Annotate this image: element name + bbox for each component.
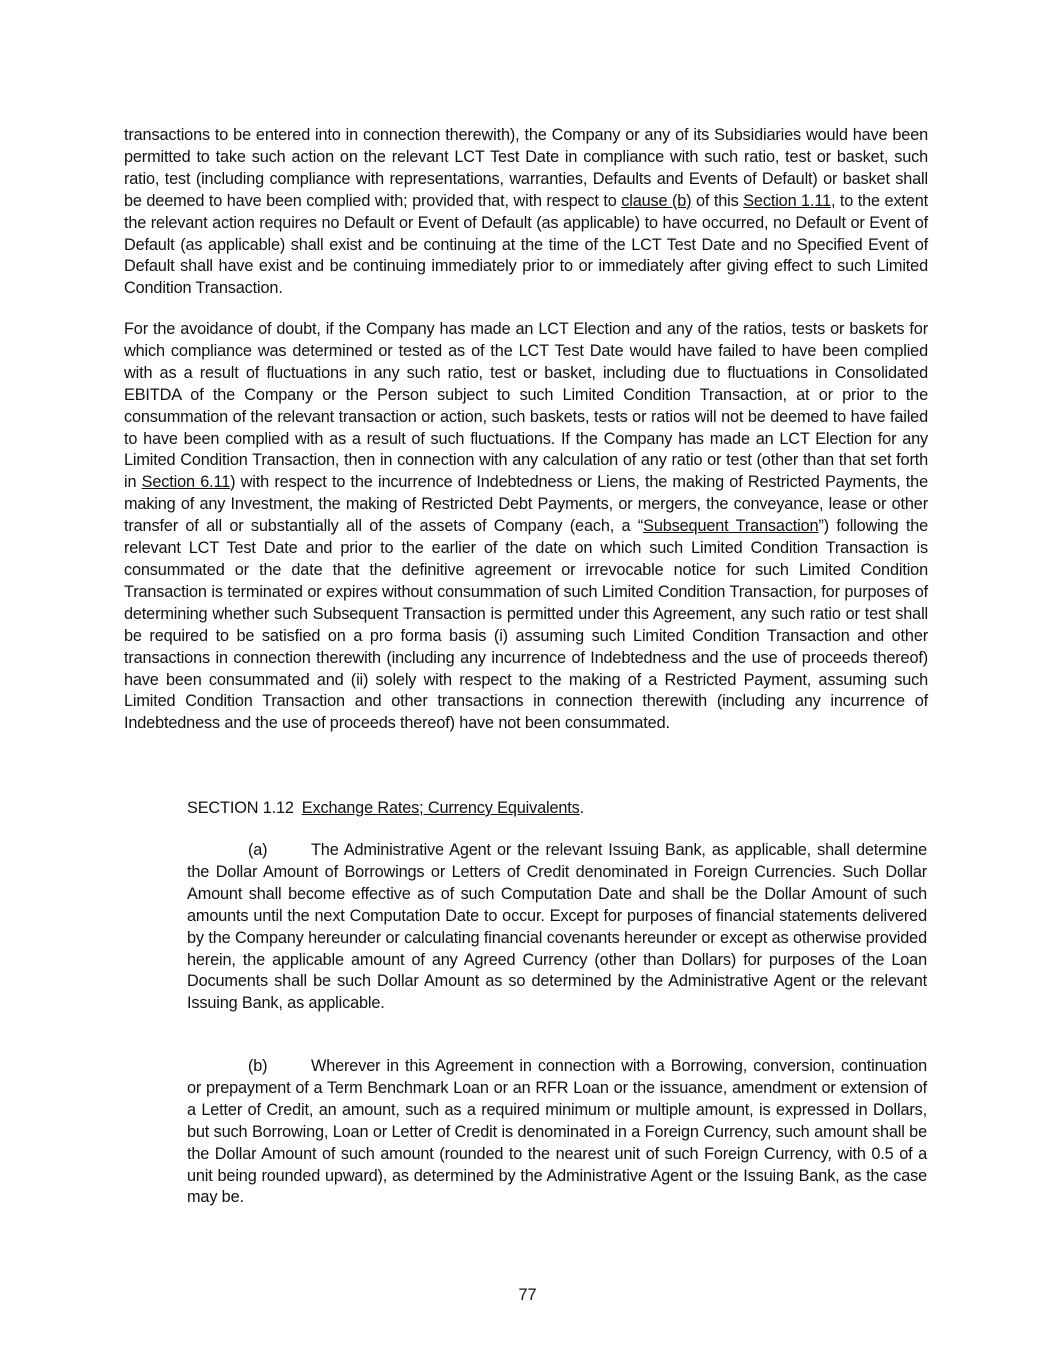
section-number: SECTION 1.12	[187, 799, 294, 817]
clause-b-marker: (b)	[248, 1057, 268, 1075]
clause-b-reference: clause (b)	[621, 191, 692, 210]
clause-b-text: Wherever in this Agreement in connection with a Borrowing, conversion, continuation or prepayment of a Term Benchmark Loan or an RFR Loan or the issuance, amendment or extension of a Letter of Credit, an amount, such as a required minimum or multiple amount, is expressed in Dollars, but such Borrowing, Loan or Letter of Credit is denominated in a Foreign Currency, such amount shall be the Dollar Amount of such amount (rounded to the nearest unit of such Foreign Currency, with 0.5 of a unit being rounded upward), as determined by the Administrative Agent or the Issuing Bank, as the case may be.	[187, 1057, 927, 1207]
section-6-11-reference: Section 6.11	[141, 473, 231, 492]
clause-a	[187, 840, 927, 1015]
section-title: Exchange Rates; Currency Equivalents	[301, 799, 580, 817]
section-1-11-reference: Section 1.11	[743, 191, 831, 210]
paragraph-avoidance-of-doubt	[124, 319, 928, 735]
section-heading	[187, 798, 927, 820]
paragraph-text: For the avoidance of doubt, if the Company has made an LCT Election and any of the ratios, tests or baskets for which compliance was determined or tested as of the LCT Test Date would have failed to have been complied with as a result of fluctuations in any such ratio, test or basket, including due to fluctuations in Consolidated EBITDA of the Company or the Person subject to such Limited Condition Transaction, at or prior to the consummation of the relevant transaction or action, such baskets, tests or ratios will not be deemed to have failed to have been complied with as a result of such fluctuations. If the Company has made an LCT Election for any Limited Condition Transaction, then in connection with any calculation of any ratio or test (other than that set forth in	[124, 320, 928, 492]
paragraph-lct-compliance	[124, 125, 928, 300]
page-number: 77	[518, 1286, 537, 1304]
paragraph-text: of this	[691, 191, 744, 210]
section-title-period: .	[579, 799, 585, 817]
paragraph-text: transactions to be entered into in connection therewith), the Company or any of its Subsidiaries would have been permitted to take such action on the relevant LCT Test Date in compliance with such ratio, test or basket, such ratio, test (including compliance with representations, warranties, Defaults and Events of Default) or basket shall be deemed to have been complied with; provided that, with respect to	[124, 126, 928, 210]
clause-a-marker: (a)	[248, 841, 268, 859]
subsequent-transaction-term: Subsequent Transaction	[643, 517, 819, 536]
paragraph-text: , to the extent the relevant action requires no Default or Event of Default (as applicable) to have occurred, no Default or Event of Default (as applicable) shall exist and be continuing at the time of the LCT Test Date and no Specified Event of Default shall have exist and be continuing immediately prior to or immediately after giving effect to such Limited Condition Transaction.	[124, 191, 928, 298]
clause-a-text: The Administrative Agent or the relevant Issuing Bank, as applicable, shall determine the Dollar Amount of Borrowings or Letters of Credit denominated in Foreign Currencies. Such Dollar Amount shall become effective as of such Computation Date and shall be the Dollar Amount of such amounts until the next Computation Date to occur. Except for purposes of financial statements delivered by the Company hereunder or calculating financial covenants hereunder or except as otherwise provided herein, the applicable amount of any Agreed Currency (other than Dollars) for purposes of the Loan Documents shall be such Dollar Amount as so determined by the Administrative Agent or the relevant Issuing Bank, as applicable.	[187, 841, 927, 1013]
paragraph-text: ) with respect to the incurrence of Indebtedness or Liens, the making of Restricted Payments, the making of any Investment, the making of Restricted Debt Payments, or mergers, the conveyance, lease or other transfer of all or substantially all of the assets of Company (each, a “	[124, 473, 928, 536]
clause-b	[187, 1056, 927, 1209]
paragraph-text: ”) following the relevant LCT Test Date and prior to the earlier of the date on which such Limited Condition Transaction is consummated or the date that the definitive agreement or irrevocable notice for such Limited Condition Transaction is terminated or expires without consummation of such Limited Condition Transaction, for purposes of determining whether such Subsequent Transaction is permitted under this Agreement, any such ratio or test shall be required to be satisfied on a pro forma basis (i) assuming such Limited Condition Transaction and other transactions in connection therewith (including any incurrence of Indebtedness and the use of proceeds thereof) have been consummated and (ii) solely with respect to the making of a Restricted Payment, assuming such Limited Condition Transaction and other transactions in connection therewith (including any incurrence of Indebtedness and the use of proceeds thereof) have not been consummated.	[124, 517, 929, 733]
